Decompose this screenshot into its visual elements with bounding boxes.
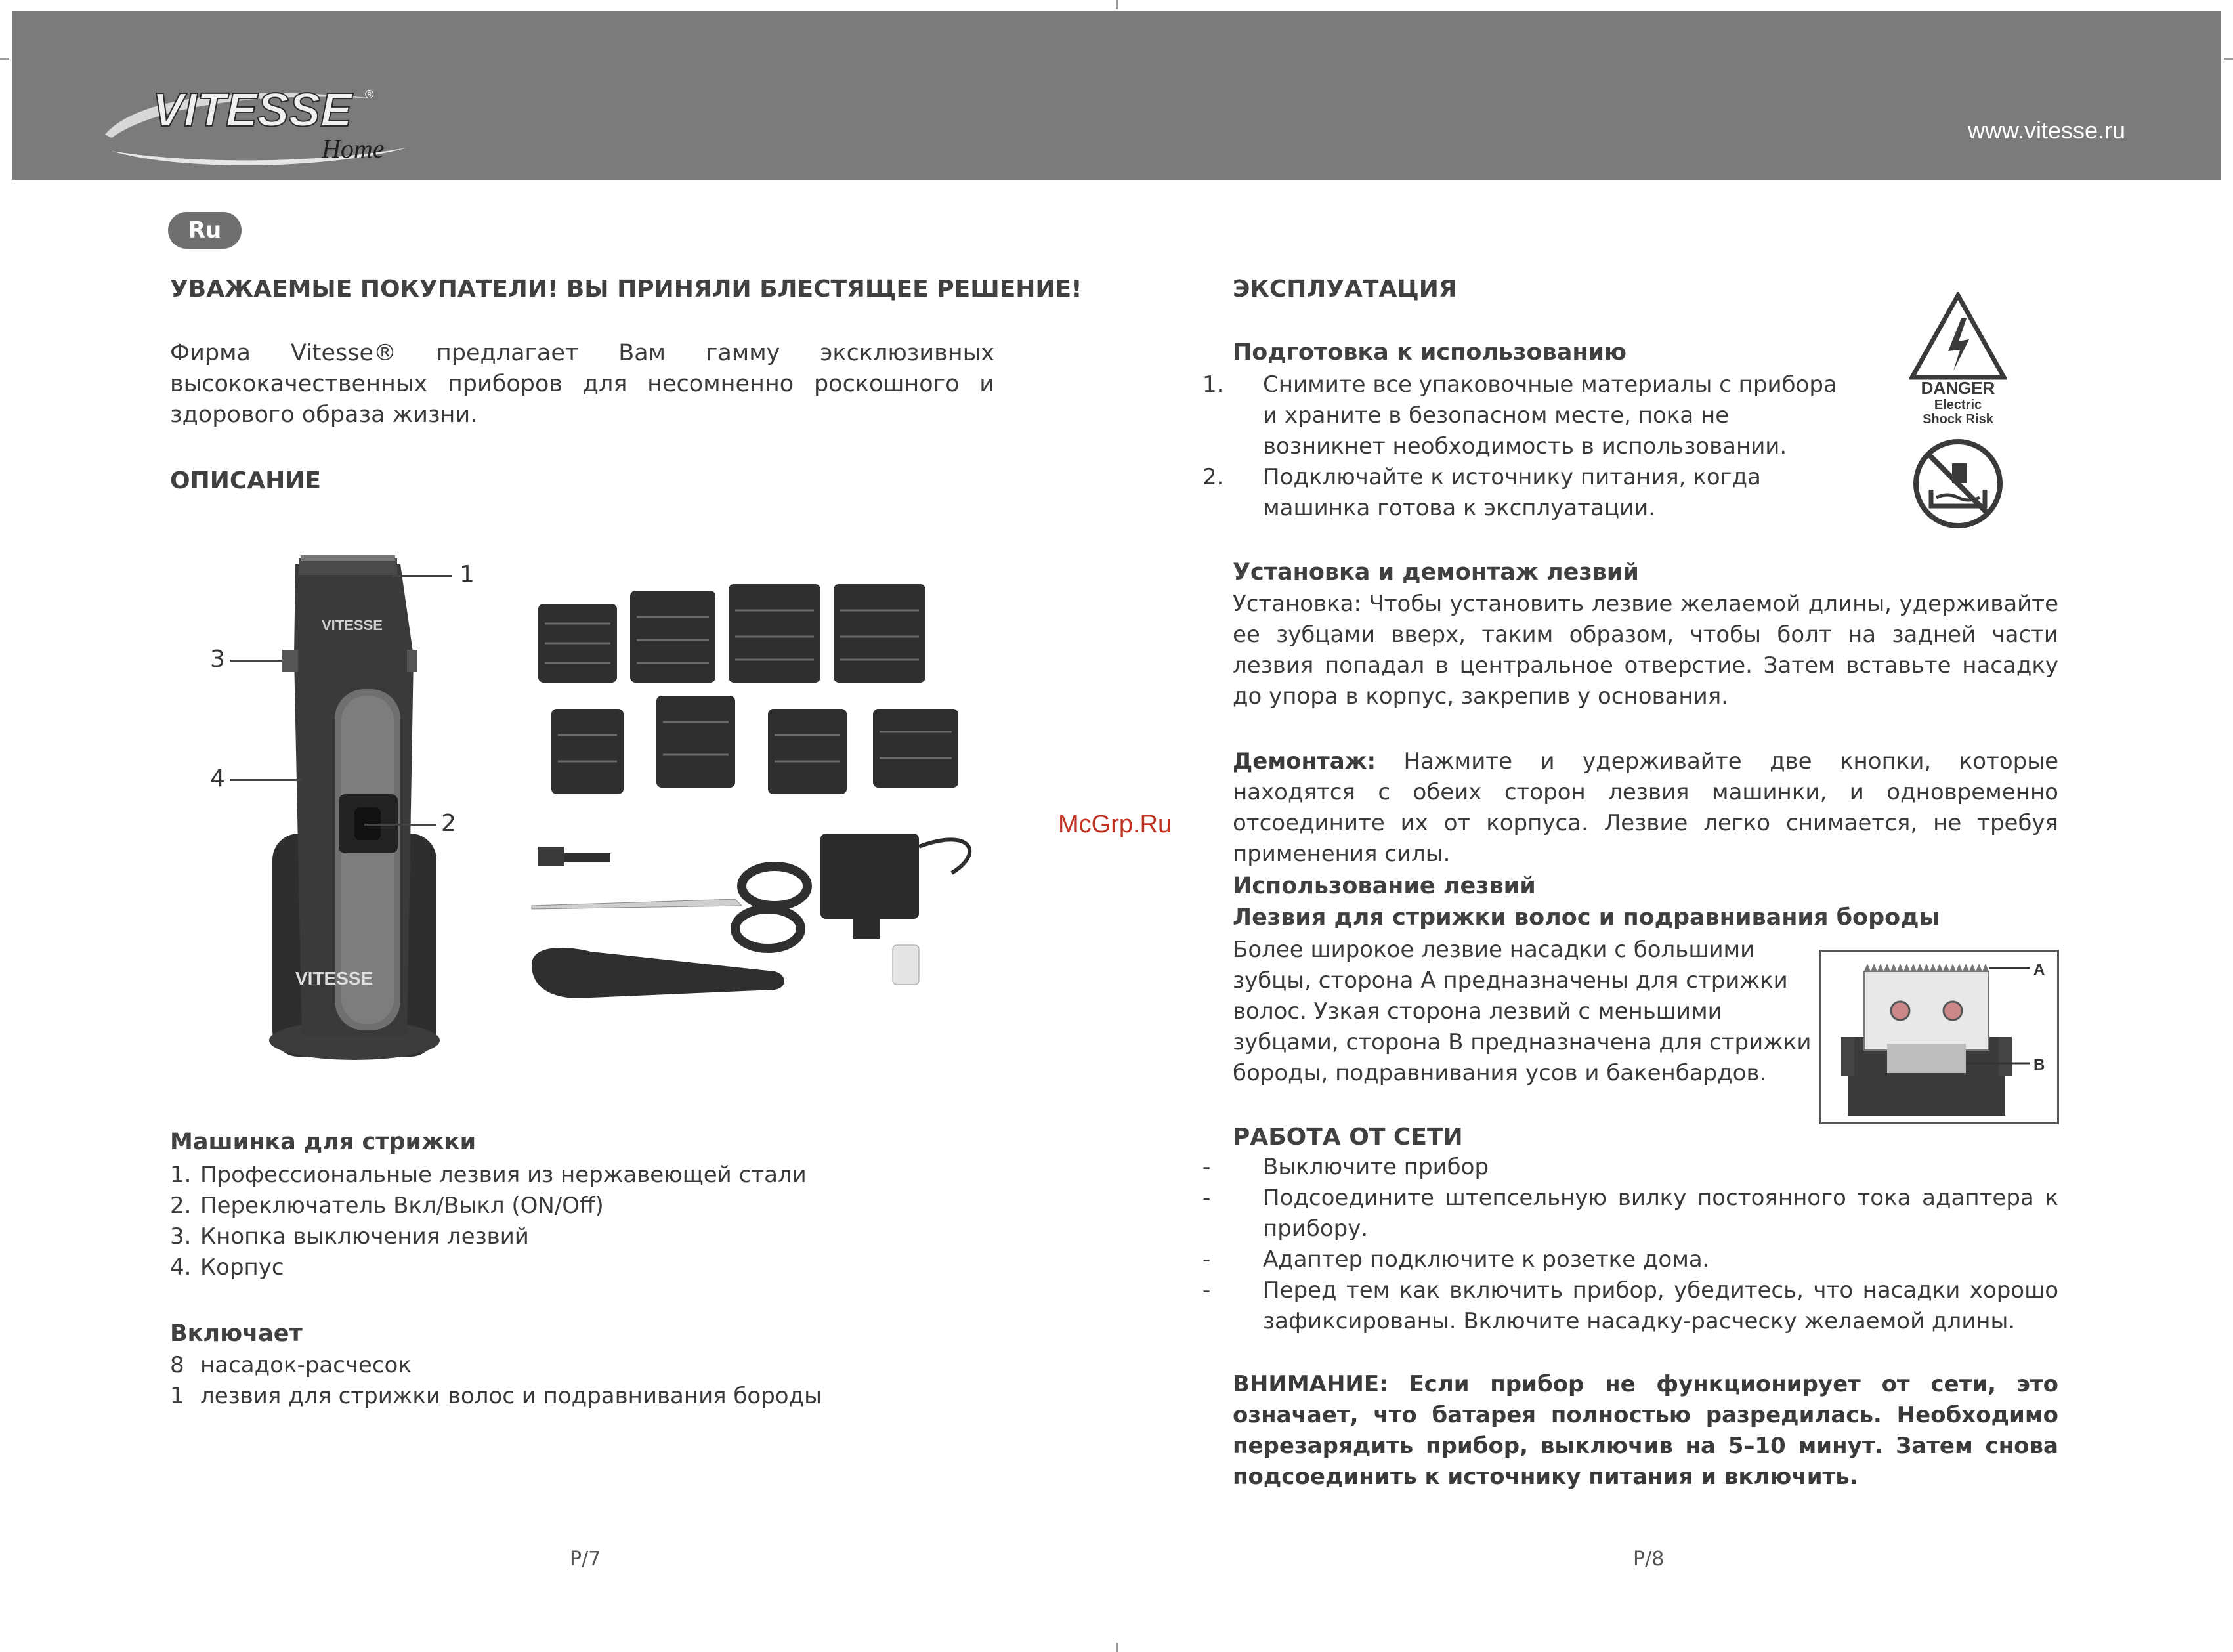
list-item: 8 насадок-расчесок xyxy=(170,1352,412,1378)
blade-diagram xyxy=(1819,950,2059,1124)
list-item: 1 лезвия для стрижки волос и подравнивания бороды xyxy=(170,1383,822,1409)
danger-line1: Electric xyxy=(1934,398,1982,412)
danger-line2: Shock Risk xyxy=(1923,412,1993,427)
list-item: 4. Корпус xyxy=(170,1254,284,1281)
remove-paragraph: Демонтаж: Нажмите и удерживайте две кнопки, которые находятся с обеих сторон лезвия машинки, и одновременно отсоедините их от корпуса. Лезвие легко снимается, не требуя применения силы. xyxy=(1233,748,2058,867)
blade-label-a: A xyxy=(2033,961,2045,979)
page-number-right: P/8 xyxy=(1633,1548,1665,1571)
watermark: McGrp.Ru xyxy=(1058,811,1172,838)
use-subheading: Лезвия для стрижки волос и подравнивания бороды xyxy=(1233,904,1940,931)
list-item: - Выключите прибор xyxy=(1202,1154,1489,1180)
callout-line-3 xyxy=(230,660,282,662)
crop-mark xyxy=(1116,0,1118,9)
prep-list xyxy=(1202,370,1850,524)
list-item: 1. Снимите все упаковочные материалы с прибора и храните в безопасном месте, пока не возникнет необходимость в использовании. xyxy=(1202,371,1837,459)
clipper-heading: Машинка для стрижки xyxy=(170,1129,477,1155)
svg-text:®: ® xyxy=(365,88,374,101)
includes-heading: Включает xyxy=(170,1321,303,1347)
crop-mark xyxy=(0,58,9,60)
crop-mark xyxy=(1116,1643,1118,1652)
mains-heading: РАБОТА ОТ СЕТИ xyxy=(1233,1124,1463,1151)
list-item: - Перед тем как включить прибор, убедитесь, что насадки хорошо зафиксированы. Включите насадку-расческу желаемой длины. xyxy=(1202,1277,2058,1334)
website-url[interactable]: www.vitesse.ru xyxy=(1968,117,2126,144)
list-item: - Адаптер подключите к розетке дома. xyxy=(1202,1246,1710,1273)
list-item: 2. Переключатель Вкл/Выкл (ON/Off) xyxy=(170,1193,604,1219)
danger-word: DANGER xyxy=(1921,378,1995,398)
list-item: - Подсоедините штепсельную вилку постоянного тока адаптера к прибору. xyxy=(1202,1185,2058,1242)
description-heading: ОПИСАНИЕ xyxy=(170,467,321,494)
install-paragraph: Установка: Чтобы установить лезвие желаемой длины, удерживайте ее зубцами вверх, таким образом, чтобы болт на задней части лезвия попадал в центральное отверстие. Затем вставьте насадку до упора в корпус, закрепив у основания. xyxy=(1233,591,2058,710)
svg-text:VITESSE: VITESSE xyxy=(295,968,373,988)
callout-4: 4 xyxy=(210,765,225,792)
callout-1: 1 xyxy=(459,561,475,588)
callout-3: 3 xyxy=(210,646,225,673)
language-badge: Ru xyxy=(168,212,242,249)
operation-heading: ЭКСПЛУАТАЦИЯ xyxy=(1233,276,1457,303)
intro-paragraph: Фирма Vitesse® предлагает Вам гамму эксклюзивных высококачественных приборов для несомненно роскошного и здорового образа жизни. xyxy=(170,340,994,428)
install-heading: Установка и демонтаж лезвий xyxy=(1233,559,1639,585)
prep-heading: Подготовка к использованию xyxy=(1233,339,1627,366)
vitesse-logo xyxy=(98,72,414,177)
list-item: 2. Подключайте к источнику питания, когда машинка готова к эксплуатации. xyxy=(1202,464,1761,521)
danger-warning-icon xyxy=(1909,292,2007,430)
brand-text: VITESSE xyxy=(152,84,352,137)
mains-list xyxy=(1202,1152,2058,1337)
use-heading: Использование лезвий xyxy=(1233,873,1536,899)
list-item: 1. Профессиональные лезвия из нержавеющей стали xyxy=(170,1162,807,1188)
brand-sub-text: Home xyxy=(322,134,385,163)
callout-line-2 xyxy=(364,824,436,826)
list-item: 3. Кнопка выключения лезвий xyxy=(170,1223,529,1250)
page-number-left: P/7 xyxy=(570,1548,601,1571)
no-water-icon xyxy=(1911,437,2005,530)
svg-text:VITESSE: VITESSE xyxy=(322,617,383,633)
accessories-illustration xyxy=(525,578,998,1024)
clipper-illustration xyxy=(249,551,459,1063)
callout-line-4 xyxy=(230,779,302,781)
use-paragraph: Более широкое лезвие насадки с большими зубцы, сторона А предназначены для стрижки волос. Узкая сторона лезвий с меньшими зубцами, сторона B предназначена для стрижки бороды, подравнивания усов и бакенбардов. xyxy=(1233,937,1812,1086)
crop-mark xyxy=(2224,58,2233,60)
callout-2: 2 xyxy=(441,810,456,837)
greeting-heading: УВАЖАЕМЫЕ ПОКУПАТЕЛИ! ВЫ ПРИНЯЛИ БЛЕСТЯЩЕЕ РЕШЕНИЕ! xyxy=(170,276,1082,303)
callout-line-1 xyxy=(393,575,452,577)
clipper-list xyxy=(170,1160,1023,1283)
warning-paragraph: ВНИМАНИЕ: Если прибор не функционирует от сети, это означает, что батарея полностью разредилась. Необходимо перезарядить прибор, выключив на 5–10 минут. Затем снова подсоединить к источнику питания и включить. xyxy=(1233,1371,2058,1490)
includes-list xyxy=(170,1350,1023,1412)
blade-label-b: B xyxy=(2033,1056,2045,1074)
